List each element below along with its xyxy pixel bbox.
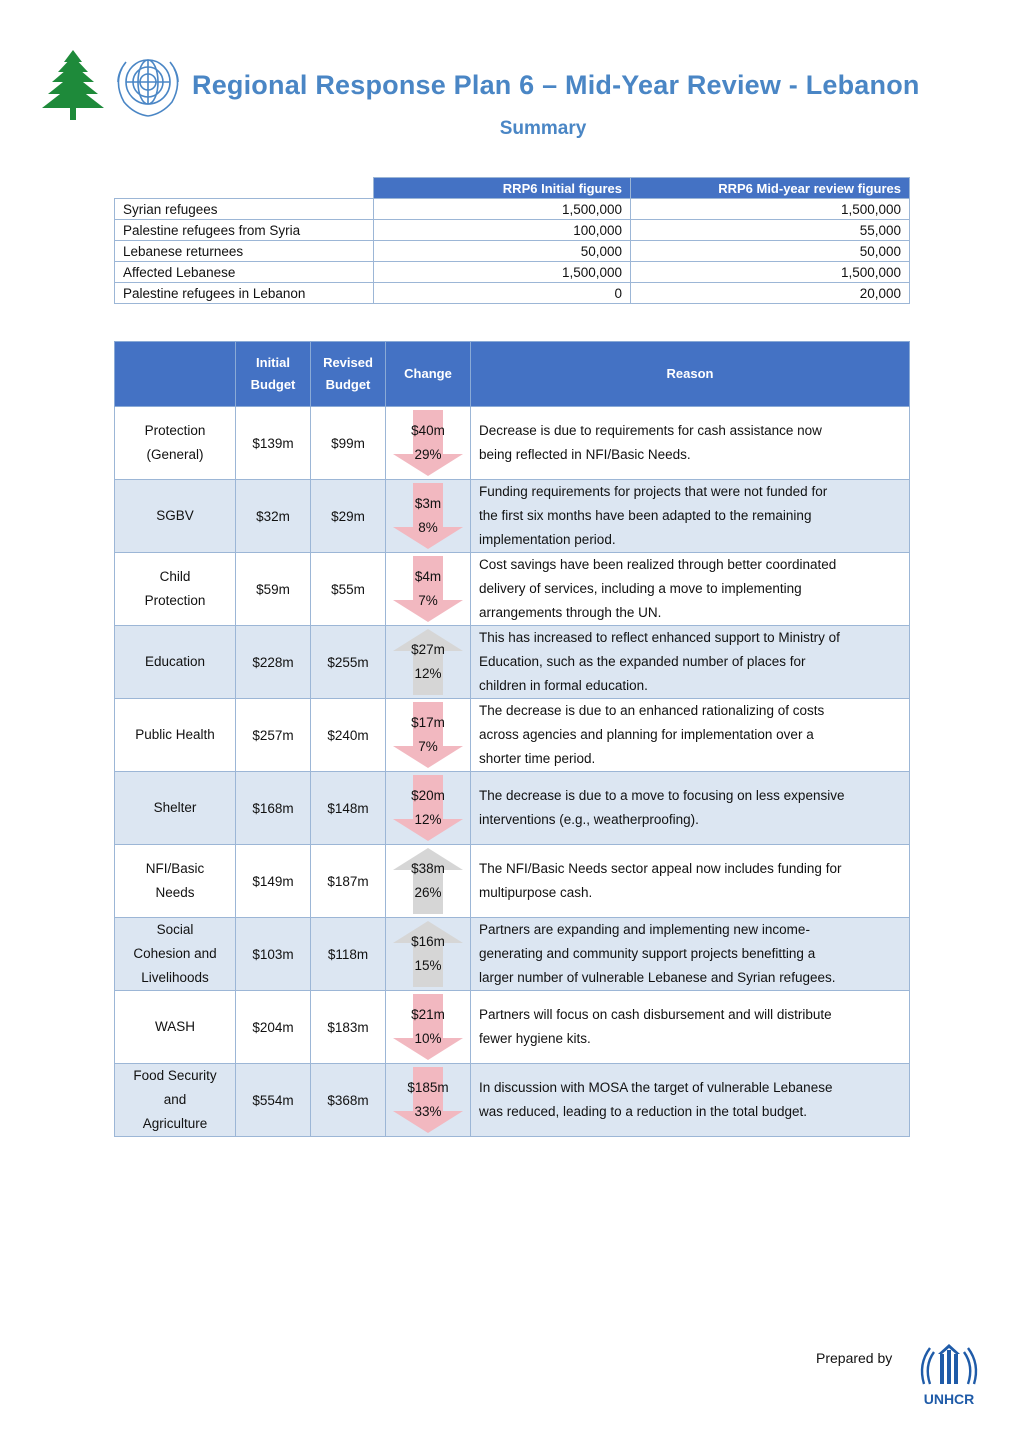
reason-text-line: arrangements through the UN. [479,605,662,620]
population-header-row [115,178,910,199]
budget-header-row [115,342,910,407]
column-header-revised-budget: Revised Budget [311,342,386,407]
sector-label-line: Education [144,654,206,669]
reason-text-line: fewer hygiene kits. [479,1031,591,1046]
unhcr-logo-text: UNHCR [923,1391,975,1407]
reason-text-line: Cost savings have been realized through better coordinated [479,557,837,572]
reason-text-line: This has increased to reflect enhanced support to Ministry of [479,630,840,645]
change-amount: $21m [411,1007,445,1022]
page-subtitle: Summary [499,118,587,139]
sector-label-line: Cohesion and [133,946,217,961]
change-cell [386,480,471,553]
sector-name [115,1064,236,1137]
initial-value: 100,000 [374,220,631,241]
change-cell [386,626,471,699]
sector-label-line: WASH [155,1019,195,1034]
reason-text [471,991,910,1064]
sector-label-line: and [163,1092,187,1107]
table-row [115,1064,910,1137]
reason-text-line: children in formal education. [479,678,648,693]
review-value: 1,500,000 [631,199,910,220]
initial-budget: $32m [236,480,311,553]
table-row [115,699,910,772]
revised-budget: $99m [311,407,386,480]
change-cell [386,845,471,918]
change-cell [386,553,471,626]
table-row [115,480,910,553]
change-cell [386,772,471,845]
unhcr-logo [916,1340,982,1412]
reason-text [471,699,910,772]
reason-text-line: The decrease is due to a move to focusing on less expensive [479,788,845,803]
revised-budget: $255m [311,626,386,699]
initial-budget: $59m [236,553,311,626]
sector-label-line: Protection [144,423,206,438]
sector-name [115,407,236,480]
change-amount: $3m [414,496,442,511]
review-value: 1,500,000 [631,262,910,283]
sector-name [115,772,236,845]
reason-text [471,407,910,480]
sector-name [115,699,236,772]
change-amount: $16m [411,934,445,949]
change-percent: 33% [414,1104,442,1119]
initial-budget: $103m [236,918,311,991]
change-cell [386,991,471,1064]
table-row [115,262,910,283]
revised-budget: $148m [311,772,386,845]
initial-budget: $149m [236,845,311,918]
sector-label-line: Agriculture [142,1116,208,1131]
reason-text-line: interventions (e.g., weatherproofing). [479,812,699,827]
reason-text-line: was reduced, leading to a reduction in the total budget. [479,1104,807,1119]
change-percent: 15% [414,958,442,973]
reason-text-line: Funding requirements for projects that were not funded for [479,484,828,499]
population-table [114,177,910,304]
initial-budget: $204m [236,991,311,1064]
column-header-initial-budget: Initial Budget [236,342,311,407]
table-row [115,283,910,304]
change-amount: $17m [411,715,445,730]
reason-text-line: across agencies and planning for implementation over a [479,727,814,742]
change-cell [386,699,471,772]
change-amount: $185m [407,1080,449,1095]
column-header-change: Change [386,342,471,407]
change-percent: 8% [418,520,438,535]
change-percent: 10% [414,1031,442,1046]
sector-name [115,845,236,918]
table-row [115,772,910,845]
column-header-initial: RRP6 Initial figures [374,178,631,199]
review-value: 20,000 [631,283,910,304]
revised-budget: $240m [311,699,386,772]
change-amount: $20m [411,788,445,803]
budget-table [114,341,910,1137]
reason-text [471,918,910,991]
sector-label-line: NFI/Basic [145,861,205,876]
change-amount: $40m [411,423,445,438]
sector-label-line: Social [156,922,194,937]
change-amount: $38m [411,861,445,876]
reason-text-line: implementation period. [479,532,616,547]
row-label: Palestine refugees in Lebanon [115,283,374,304]
review-value: 55,000 [631,220,910,241]
reason-text-line: Partners are expanding and implementing new income- [479,922,810,937]
change-percent: 7% [418,593,438,608]
change-percent: 7% [418,739,438,754]
reason-text [471,772,910,845]
change-cell [386,407,471,480]
reason-text-line: Partners will focus on cash disbursement and will distribute [479,1007,832,1022]
initial-budget: $168m [236,772,311,845]
change-percent: 12% [414,666,442,681]
column-header-reason: Reason [471,342,910,407]
sector-label-line: SGBV [156,508,194,523]
initial-value: 1,500,000 [374,262,631,283]
sector-label-line: Shelter [153,800,197,815]
change-amount: $4m [414,569,442,584]
sector-label-line: Food Security [133,1068,217,1083]
reason-text [471,553,910,626]
change-cell [386,918,471,991]
sector-label-line: Protection [144,593,206,608]
reason-text-line: larger number of vulnerable Lebanese and Syrian refugees. [479,970,836,985]
reason-text-line: In discussion with MOSA the target of vulnerable Lebanese [479,1080,833,1095]
column-header-review: RRP6 Mid-year review figures [631,178,910,199]
reason-text-line: Decrease is due to requirements for cash assistance now [479,423,822,438]
table-row [115,220,910,241]
prepared-by-label: Prepared by [816,1350,893,1366]
initial-budget: $139m [236,407,311,480]
revised-budget: $187m [311,845,386,918]
sector-label-line: (General) [146,447,204,462]
table-row [115,626,910,699]
reason-text-line: The decrease is due to an enhanced rationalizing of costs [479,703,825,718]
sector-name [115,553,236,626]
row-label: Affected Lebanese [115,262,374,283]
initial-budget: $228m [236,626,311,699]
reason-text [471,626,910,699]
sector-label-line: Livelihoods [141,970,209,985]
reason-text-line: being reflected in NFI/Basic Needs. [479,447,691,462]
change-amount: $27m [411,642,445,657]
initial-value: 50,000 [374,241,631,262]
reason-text-line: delivery of services, including a move to implementing [479,581,802,596]
reason-text-line: The NFI/Basic Needs sector appeal now includes funding for [479,861,842,876]
revised-budget: $183m [311,991,386,1064]
review-value: 50,000 [631,241,910,262]
reason-text [471,480,910,553]
page-title: Regional Response Plan 6 – Mid-Year Review - Lebanon [192,70,920,100]
revised-budget: $55m [311,553,386,626]
table-row [115,553,910,626]
initial-value: 1,500,000 [374,199,631,220]
sector-label-line: Needs [155,885,195,900]
reason-text-line: the first six months have been adapted to the remaining [479,508,812,523]
sector-name [115,918,236,991]
table-row [115,918,910,991]
row-label: Syrian refugees [115,199,374,220]
change-percent: 12% [414,812,442,827]
cedar-tree-logo [40,48,106,122]
initial-budget: $257m [236,699,311,772]
table-row [115,991,910,1064]
reason-text-line: Education, such as the expanded number of places for [479,654,806,669]
revised-budget: $118m [311,918,386,991]
table-row [115,241,910,262]
revised-budget: $29m [311,480,386,553]
reason-text-line: shorter time period. [479,751,596,766]
table-row [115,199,910,220]
initial-value: 0 [374,283,631,304]
reason-text-line: generating and community support projects benefitting a [479,946,816,961]
reason-text-line: multipurpose cash. [479,885,593,900]
table-row [115,407,910,480]
table-row [115,845,910,918]
sector-name [115,626,236,699]
reason-text [471,845,910,918]
sector-name [115,991,236,1064]
revised-budget: $368m [311,1064,386,1137]
row-label: Palestine refugees from Syria [115,220,374,241]
column-header-sector [115,342,236,407]
change-percent: 29% [414,447,442,462]
sector-name [115,480,236,553]
un-emblem-logo [110,48,186,120]
change-percent: 26% [414,885,442,900]
reason-text [471,1064,910,1137]
change-cell [386,1064,471,1137]
sector-label-line: Child [159,569,191,584]
sector-label-line: Public Health [135,727,215,742]
initial-budget: $554m [236,1064,311,1137]
row-label: Lebanese returnees [115,241,374,262]
